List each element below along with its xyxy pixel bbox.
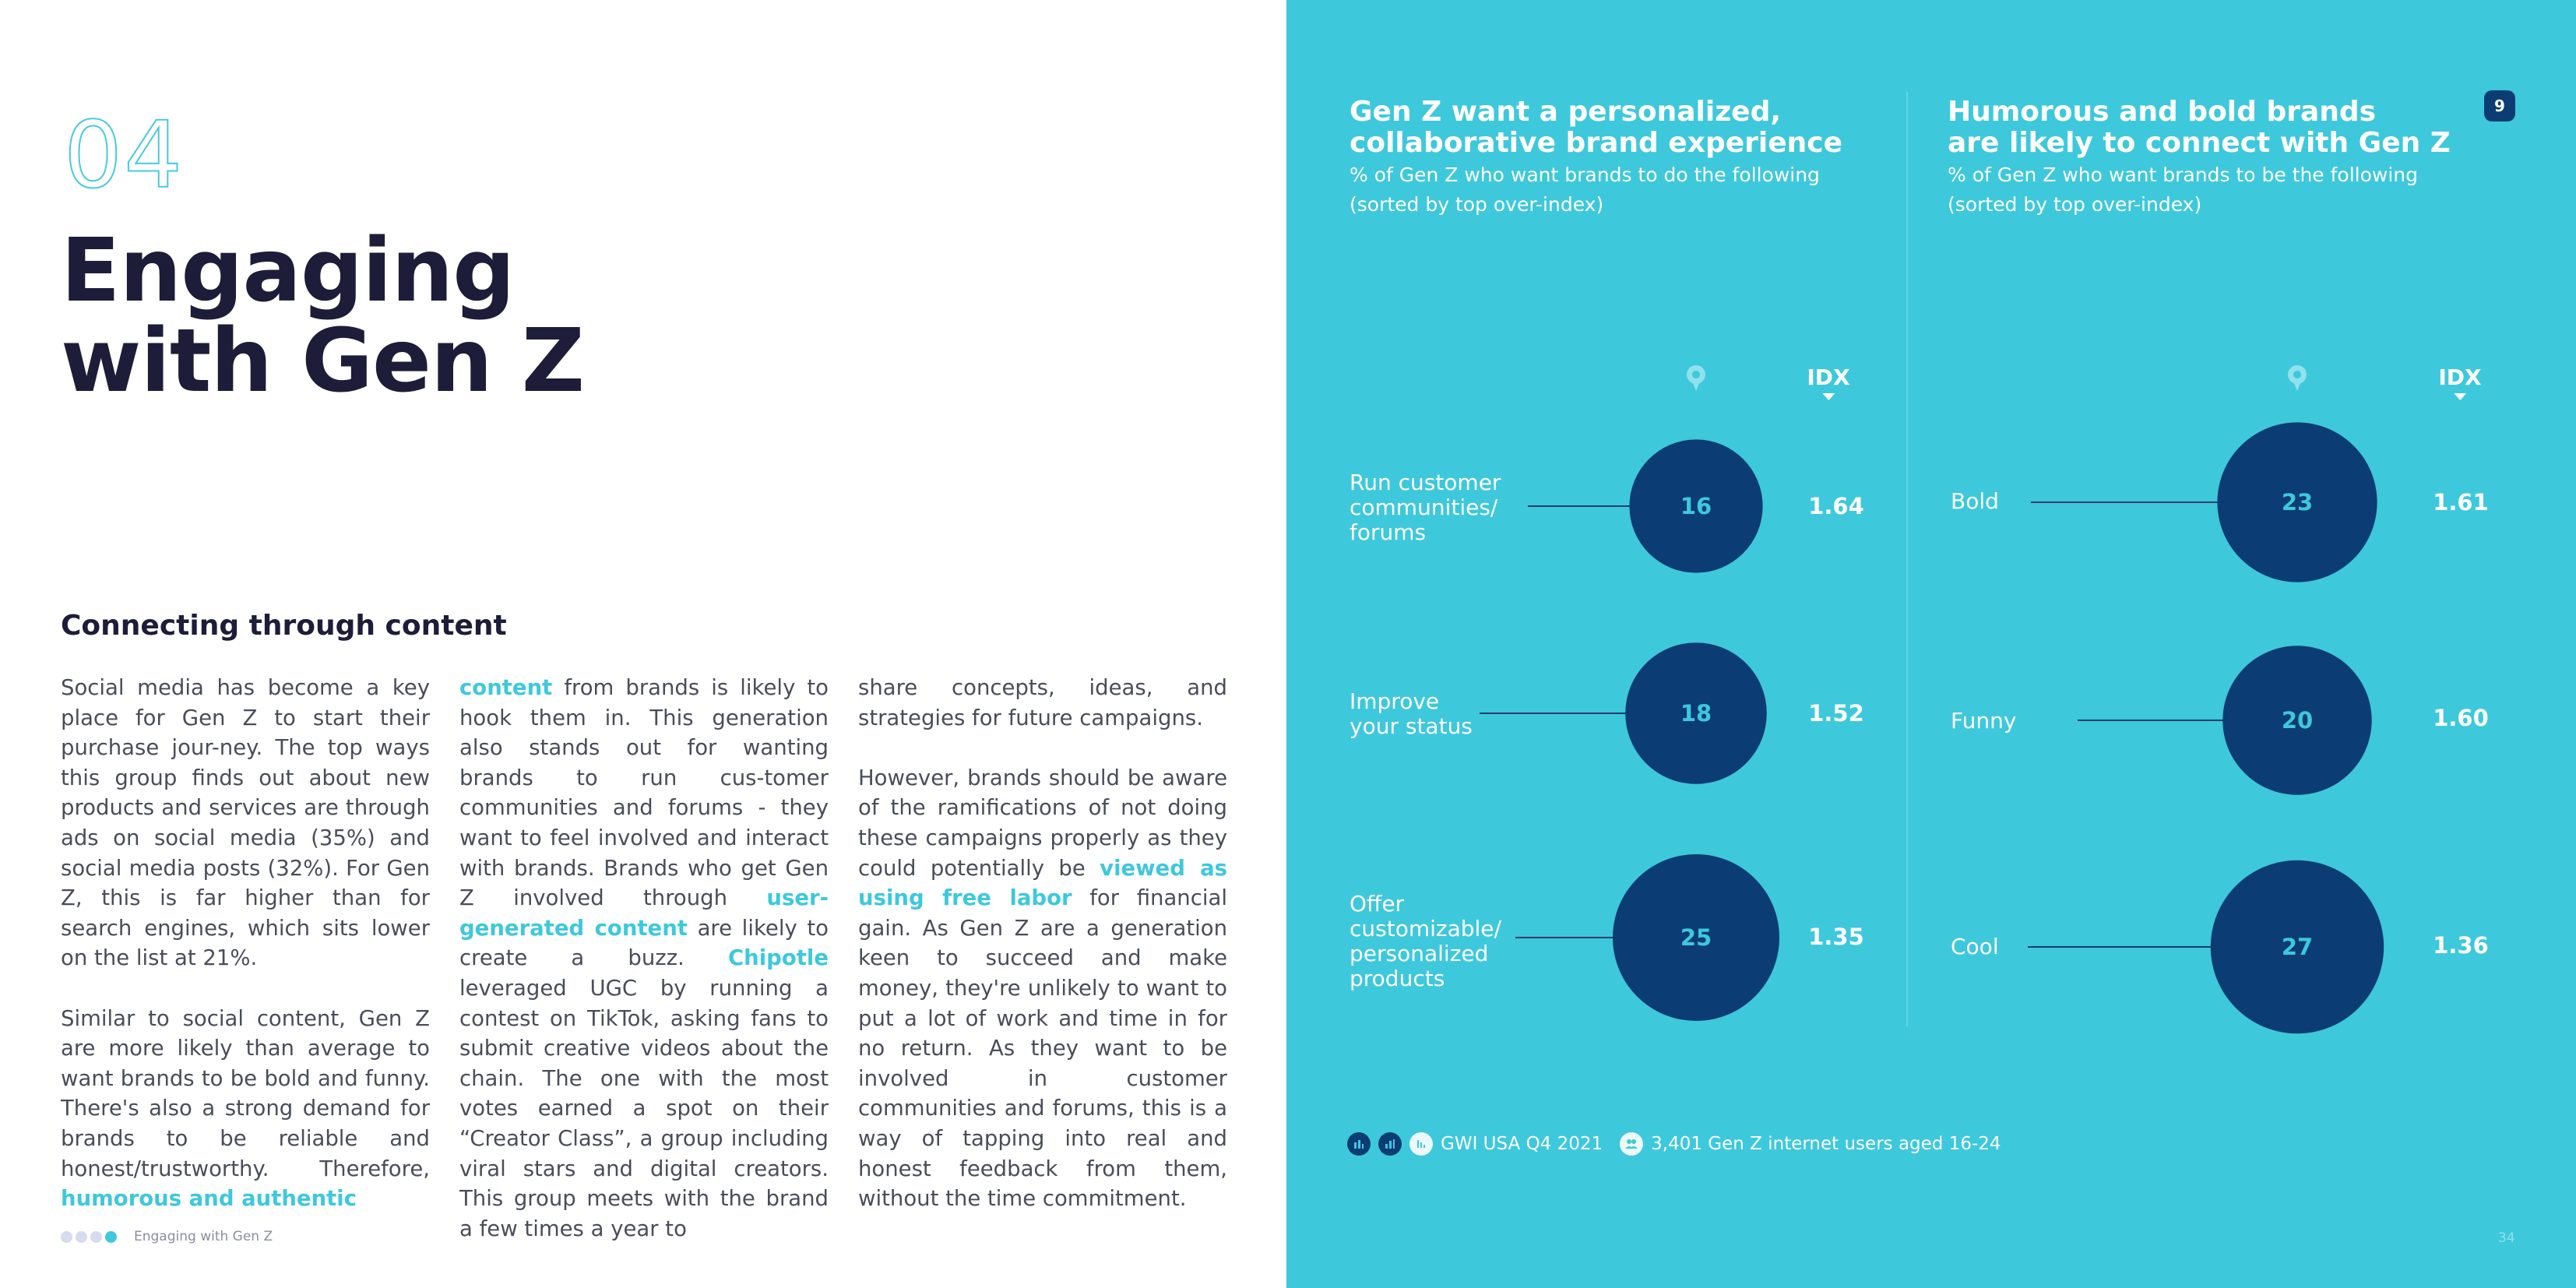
idx-value: 1.64 (1808, 493, 1864, 519)
row-label-line: forums (1350, 519, 1427, 545)
page-badge: 9 (2484, 90, 2515, 121)
row-label-line: customizable/ (1350, 916, 1501, 941)
chart-icon (1378, 1132, 1402, 1156)
bubble-value: 16 (1680, 493, 1712, 519)
row-label-line: communities/ (1350, 494, 1498, 520)
section-number: 04 (64, 101, 185, 209)
chart-1-title-line: collaborative brand experience (1350, 127, 1843, 159)
database-icon (1409, 1132, 1433, 1156)
highlight-text: Chipotle (728, 945, 829, 971)
row-label-line: personalized (1350, 941, 1489, 966)
idx-header-label: IDX (2438, 364, 2482, 390)
row-label-line: products (1350, 966, 1445, 991)
page-title-line-2: with Gen Z (61, 311, 584, 412)
idx-header-label: IDX (1807, 364, 1850, 390)
highlight-text: humorous and authentic (61, 1186, 357, 1212)
page-title-line-1: Engaging (61, 220, 515, 322)
chart-2-row-label: Cool (1951, 934, 1999, 959)
chart-2-row-label: Bold (1951, 488, 1999, 514)
chart-2-title-line: Humorous and bold brands (1948, 96, 2377, 128)
bubble-value: 25 (1680, 924, 1712, 951)
idx-value: 1.60 (2433, 705, 2489, 731)
chart-1-title-line: Gen Z want a personalized, (1350, 96, 1782, 128)
row-label-line: Run customer (1350, 470, 1501, 495)
paragraph-text: leveraged UGC by running a contest on TikTok, asking fans to submit creative videos about the chain. The one with the most votes earned a spot on their “Creator Class”, a group including viral stars and digital creators. This group meets with the brand a few times a year to (459, 975, 829, 1241)
page-number: 34 (2498, 1230, 2515, 1246)
device-icon (1347, 1132, 1371, 1156)
bubble-value: 27 (2281, 934, 2314, 960)
chart-2-subtitle-line: % of Gen Z who want brands to be the following (1948, 164, 2419, 186)
paragraph-text: are likely to create a buzz. (459, 915, 829, 971)
chart-2-row-label: Funny (1951, 708, 2017, 734)
idx-value: 1.52 (1808, 700, 1864, 727)
row-label-line: Improve (1350, 688, 1440, 714)
paragraph: share concepts, ideas, and strategies for future campaigns. (858, 675, 1227, 730)
chart-1-subtitle-line: % of Gen Z who want brands to do the following (1350, 164, 1820, 186)
paragraph: Social media has become a key place for Gen Z to start their purchase jour-ney. The top ways this group finds out about new products and services are through ads on social media (35%) and social media posts (32%). For Gen Z, this is far higher than for search engines, which sits lower on the list at 21%. (61, 675, 430, 971)
paragraph-text: Similar to social content, Gen Z are more likely than average to want brands to be bold and funny. There's also a strong demand for brands to be reliable and honest/trustworthy. Therefore, (61, 1005, 430, 1181)
bubble-value: 20 (2281, 707, 2314, 734)
chart-1-row-label (1350, 689, 1473, 739)
chart-2-title-line: are likely to connect with Gen Z (1948, 127, 2451, 159)
users-icon (1620, 1132, 1643, 1156)
chart-1-row-label (1350, 892, 1501, 991)
footer-text: Engaging with Gen Z (134, 1229, 273, 1244)
sample-text: 3,401 Gen Z internet users aged 16-24 (1651, 1134, 2001, 1154)
row-label-line: Offer (1350, 891, 1405, 917)
paragraph-text: for financial gain. As Gen Z are a generation keen to succeed and make money, they're unlikely to want to put a lot of work and time in for no return. As they want to be involved in customer communities and forums, this is a way of tapping into real and honest feedback from them, without the time commitment. (858, 885, 1227, 1212)
paragraph-text: from brands is likely to hook them in. This generation also stands out for wanting brands to run cus-tomer communities and forums - they want to feel involved and interact with brands. Brands who get Gen Z involved through (459, 675, 829, 911)
idx-value: 1.61 (2433, 489, 2489, 516)
highlight-text: content (459, 675, 553, 700)
source-text: GWI USA Q4 2021 (1441, 1134, 1603, 1154)
bubble-value: 18 (1680, 700, 1712, 727)
chart-1-subtitle-line: (sorted by top over-index) (1350, 193, 1604, 216)
chart-2-subtitle-line: (sorted by top over-index) (1948, 193, 2202, 216)
chart-1-row-label (1350, 470, 1501, 545)
paragraph-text: However, brands should be aware of the ramifications of not doing these campaigns properly as they could potentially be (858, 765, 1227, 881)
source-footer (1347, 1132, 2001, 1156)
bubble-value: 23 (2281, 489, 2314, 516)
section-subheading: Connecting through content (61, 610, 507, 642)
row-label-line: your status (1350, 713, 1473, 739)
highlight-text: user-generated content (459, 885, 829, 941)
idx-value: 1.36 (2433, 932, 2489, 959)
idx-value: 1.35 (1808, 924, 1864, 950)
highlight-text: viewed as using free labor (858, 855, 1227, 911)
